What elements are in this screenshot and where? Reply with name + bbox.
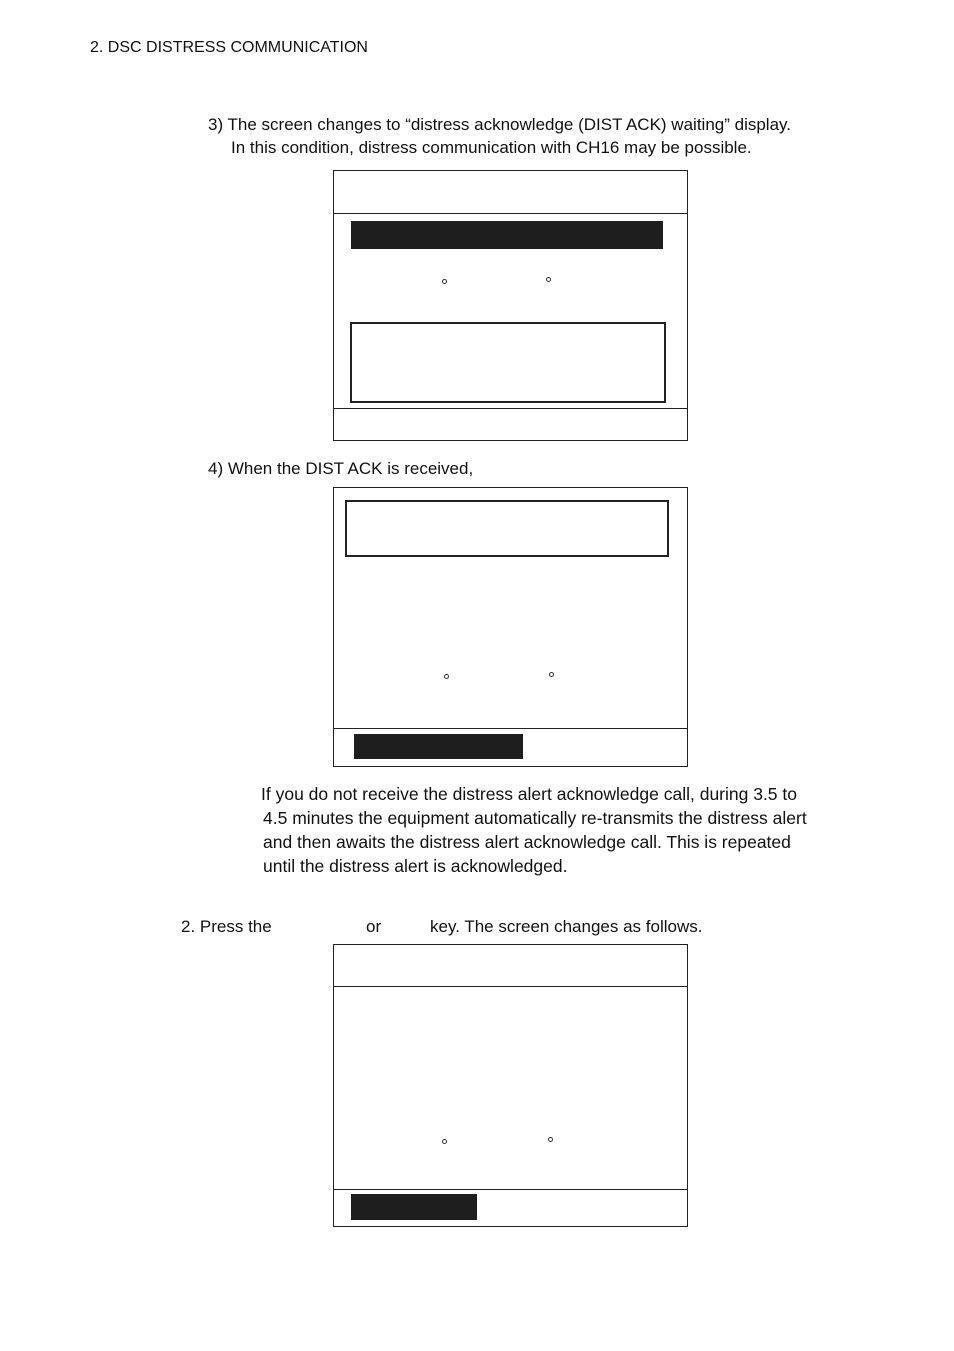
- screen-divider-top: [334, 986, 687, 987]
- degree-symbol: [442, 279, 447, 284]
- highlight-bar: [351, 221, 663, 249]
- screen-divider-bottom: [334, 408, 687, 409]
- note-line: and then awaits the distress alert acknowledge call. This is repeated: [263, 832, 791, 852]
- step2-press-the: 2. Press the: [181, 917, 272, 936]
- screen-after-key: [333, 944, 688, 1227]
- softkey-bar: [354, 734, 523, 759]
- screen-dist-ack-received: [333, 487, 688, 767]
- step2-or: or: [366, 917, 382, 936]
- step4-line1: 4) When the DIST ACK is received,: [208, 459, 474, 478]
- message-box: [350, 322, 666, 403]
- section-header: 2. DSC DISTRESS COMMUNICATION: [90, 39, 368, 56]
- note-line: 4.5 minutes the equipment automatically re-transmits the distress alert: [263, 808, 807, 828]
- screen-divider-top: [334, 213, 687, 214]
- note-paragraph: [261, 782, 861, 878]
- step2-rest: key. The screen changes as follows.: [430, 917, 703, 936]
- degree-symbol: [546, 277, 551, 282]
- alert-box: [345, 500, 669, 557]
- screen-divider-bottom: [334, 728, 687, 729]
- degree-symbol: [442, 1139, 447, 1144]
- step3-line1: 3) The screen changes to “distress acknowledge (DIST ACK) waiting” display.: [208, 115, 791, 134]
- note-line: If you do not receive the distress alert acknowledge call, during 3.5 to: [261, 784, 797, 804]
- step3-line2: In this condition, distress communication with CH16 may be possible.: [231, 138, 752, 157]
- softkey-bar: [351, 1194, 477, 1220]
- degree-symbol: [548, 1137, 553, 1142]
- degree-symbol: [549, 672, 554, 677]
- screen-dist-ack-waiting: [333, 170, 688, 441]
- note-line: until the distress alert is acknowledged.: [263, 856, 568, 876]
- screen-divider-bottom: [334, 1189, 687, 1190]
- degree-symbol: [444, 674, 449, 679]
